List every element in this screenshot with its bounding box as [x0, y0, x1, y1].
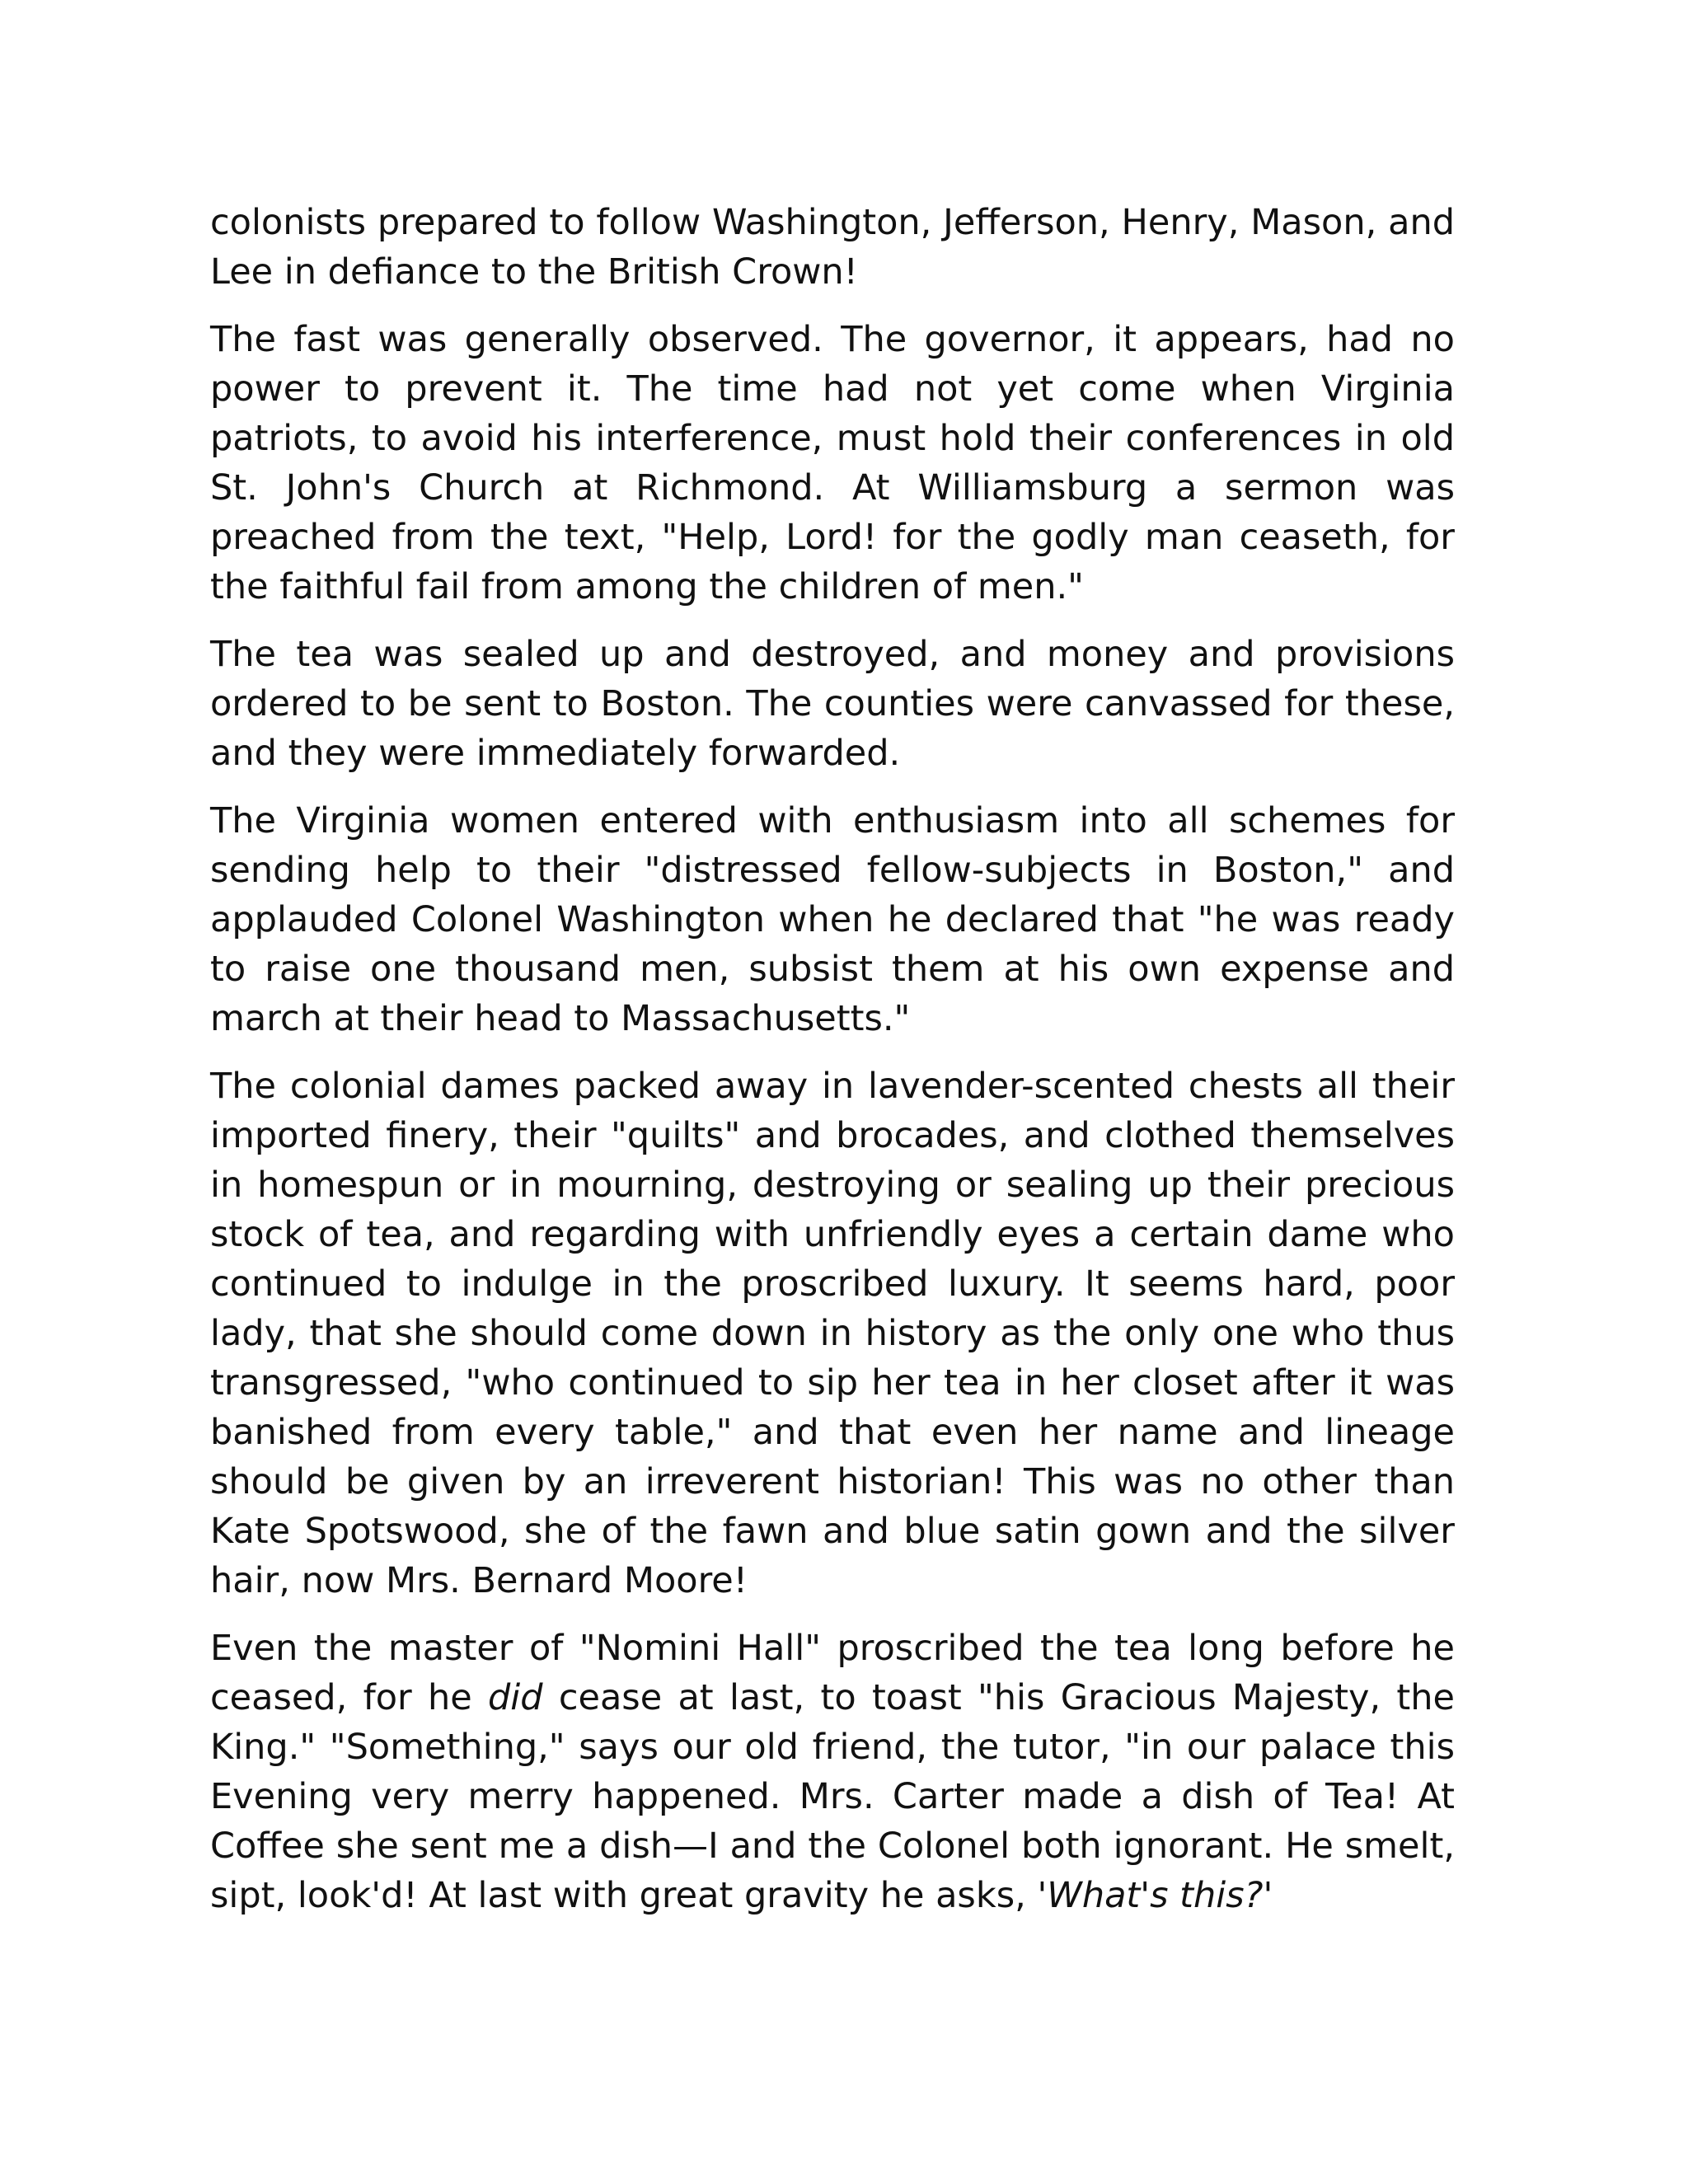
text-run: The tea was sealed up and destroyed, and money and provisions ordered to be sent to Boston. The counties were canvassed for these, and they were immediately forwarded.	[210, 634, 1455, 774]
paragraph	[210, 198, 1455, 297]
italic-text: What's this?	[1047, 1875, 1264, 1916]
text-run: The fast was generally observed. The governor, it appears, had no power to prevent it. The time had not yet come when Virginia patriots, to avoid his interference, must hold their conferences in old St. John's Church at Richmond. At Williamsburg a sermon was preached from the text, "Help, Lord! for the godly man ceaseth, for the faithful fail from among the children of men."	[210, 319, 1455, 607]
text-run: Even the master of "Nomini Hall" proscribed the tea long before he ceased, for he	[210, 1628, 1455, 1718]
paragraph	[210, 796, 1455, 1043]
paragraph	[210, 630, 1455, 778]
text-run: The colonial dames packed away in lavender-scented chests all their imported finery, their "quilts" and brocades, and clothed themselves in homespun or in mourning, destroying or sealing up their precious stock of tea, and regarding with unfriendly eyes a certain dame who continued to indulge in the proscribed luxury. It seems hard, poor lady, that she should come down in history as the only one who thus transgressed, "who continued to sip her tea in her closet after it was banished from every table," and that even her name and lineage should be given by an irreverent historian! This was no other than Kate Spotswood, she of the fawn and blue satin gown and the silver hair, now Mrs. Bernard Moore!	[210, 1066, 1455, 1601]
text-run: '	[1263, 1875, 1273, 1916]
document-page	[210, 198, 1455, 1920]
paragraph	[210, 1624, 1455, 1920]
paragraph	[210, 1062, 1455, 1605]
text-run: cease at last, to toast "his Gracious Majesty, the King." "Something," says our old friend, the tutor, "in our palace this Evening very merry happened. Mrs. Carter made a dish of Tea! At Coffee she sent me a dish—I and the Colonel both ignorant. He smelt, sipt, look'd! At last with great gravity he asks, '	[210, 1677, 1455, 1916]
text-run: colonists prepared to follow Washington, Jefferson, Henry, Mason, and Lee in defiance to the British Crown!	[210, 202, 1455, 293]
italic-text: did	[488, 1677, 543, 1718]
text-run: The Virginia women entered with enthusiasm into all schemes for sending help to their "distressed fellow-subjects in Boston," and applauded Colonel Washington when he declared that "he was ready to raise one thousand men, subsist them at his own expense and march at their head to Massachusetts."	[210, 800, 1455, 1039]
paragraph	[210, 315, 1455, 612]
